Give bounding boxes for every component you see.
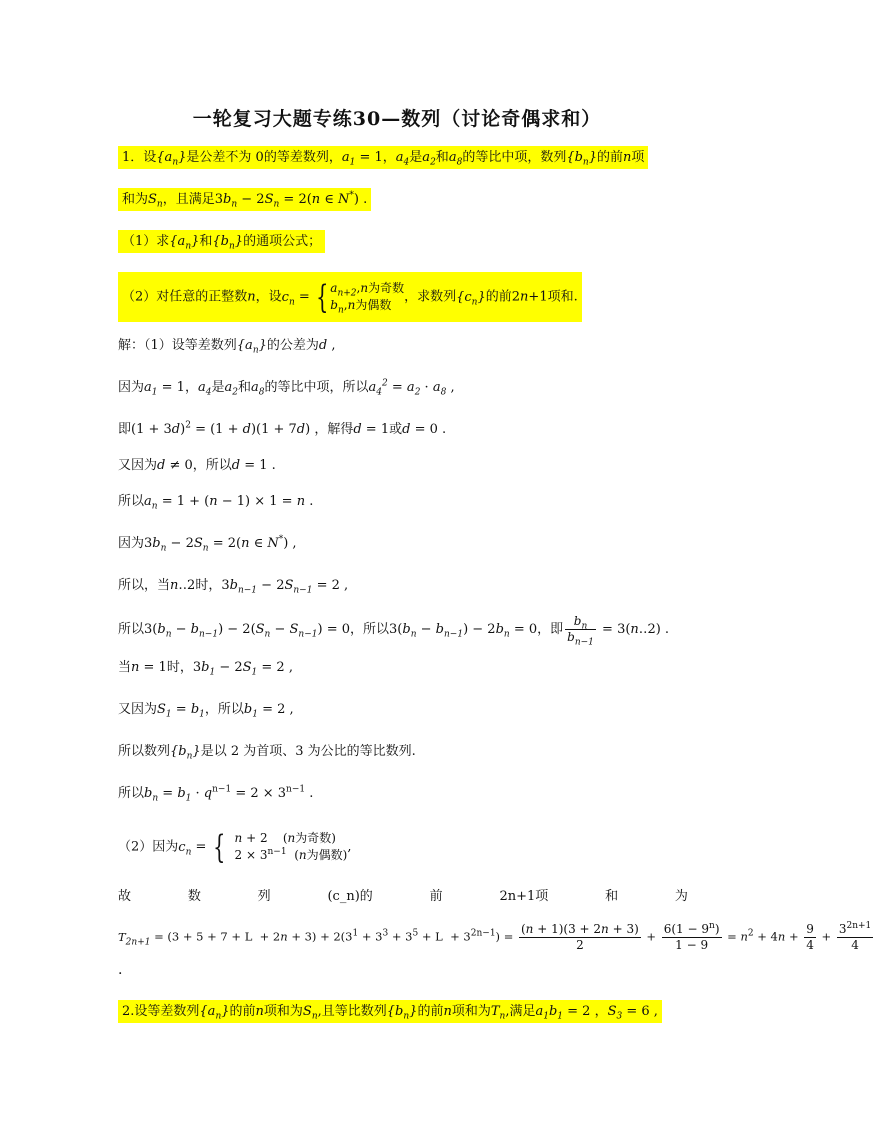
sol-line-14: 故 数 列 (c_n)的 前 2n+1项 和 为 <box>118 889 688 904</box>
sol-line-10: 又因为$S_1 = b_1$，所以$b_1 = 2$ , <box>118 702 294 720</box>
sol-line-13: （2）因为$c_n$ = { n + 2 (n为奇数) $2 \times 3^{n-1}$ (n为偶数), <box>118 828 352 866</box>
q2-line-1: 2.设等差数列$\{a_n\}$的前n项和为$S_n$,且等比数列$\{b_n\}$的前n项和为$T_n$,满足$a_1b_1 = 2$ ，$S_3 = 6$ , <box>118 1002 662 1022</box>
q1-line-1: 1．设$\{a_n\}$是公差不为 0的等差数列，$a_1 = 1$，$a_4$是$a_2$和$a_8$的等比中项，数列$\{b_n\}$的前n项 <box>118 148 648 168</box>
sol-line-12: 所以$b_n = b_1 \cdot q^{n-1} = 2 \times 3^{n-1}$ . <box>118 784 314 804</box>
q1-part2: （2）对任意的正整数n，设$c_n$ = { $a_{n+2},n$为奇数 $b_n,n$为偶数，求数列$\{c_n\}$的前2n+1项和. <box>118 272 582 322</box>
page-title: 一轮复习大题专练30—数列（讨论奇偶求和） <box>192 108 602 130</box>
sol-line-3: 即$(1 + 3d)^2 = (1 + d)(1 + 7d)$ ，解得d = 1或d = 0 . <box>118 420 447 437</box>
sol-line-5: 所以$a_n = 1 + (n - 1) \times 1 = n$ . <box>118 494 314 512</box>
sol-line-6: 因为$3b_n - 2S_n = 2(n$ ∈ N*) , <box>118 534 297 554</box>
sol-line-8: 所以$3(b_n - b_{n-1}) - 2(S_n - S_{n-1}) = 0$，所以$3(b_n - b_{n-1}) - 2b_n = 0$，即 $\frac{b_n}{b_{n-1}}$ = 3(n‥2) . <box>118 614 670 648</box>
sol-line-4: 又因为d ≠ 0，所以d = 1 . <box>118 458 276 473</box>
formula-end-period: . <box>118 962 123 978</box>
q1-part1: （1）求$\{a_n\}$和$\{b_n\}$的通项公式； <box>118 232 325 252</box>
sol-line-2: 因为$a_1 = 1$，$a_4$是$a_2$和$a_8$的等比中项，所以$a_4^2 = a_2 \cdot a_8$ , <box>118 378 455 398</box>
q1-line-2: 和为$S_n$，且满足$3b_n - 2S_n = 2(n$ ∈ N*) . <box>118 190 371 210</box>
sum-formula: $T_{2n+1} = (3 + 5 + 7 + L + 2n + 3) + 2(3^1 + 3^3 + 3^5 + L + 3^{2n-1})$ = $\frac{(n + 1)(3 + 2n + 3)}{2}$ + $\frac{6(1 - 9^n)}{1 - 9}$ = $n^2 + 4n$ + $\frac{9}{4}$ + $\frac{3^{2n+1}}{4}$ <box>118 921 872 952</box>
sol-line-11: 所以数列$\{b_n\}$是以 2 为首项、3 为公比的等比数列. <box>118 744 416 762</box>
sol-line-9: 当n = 1时，$3b_1 - 2S_1 = 2$ , <box>118 660 293 678</box>
sol-line-1: 解：（1）设等差数列$\{a_n\}$的公差为d , <box>118 338 336 356</box>
sol-line-7: 所以，当n‥2时，$3b_{n-1} - 2S_{n-1} = 2$ , <box>118 578 349 596</box>
